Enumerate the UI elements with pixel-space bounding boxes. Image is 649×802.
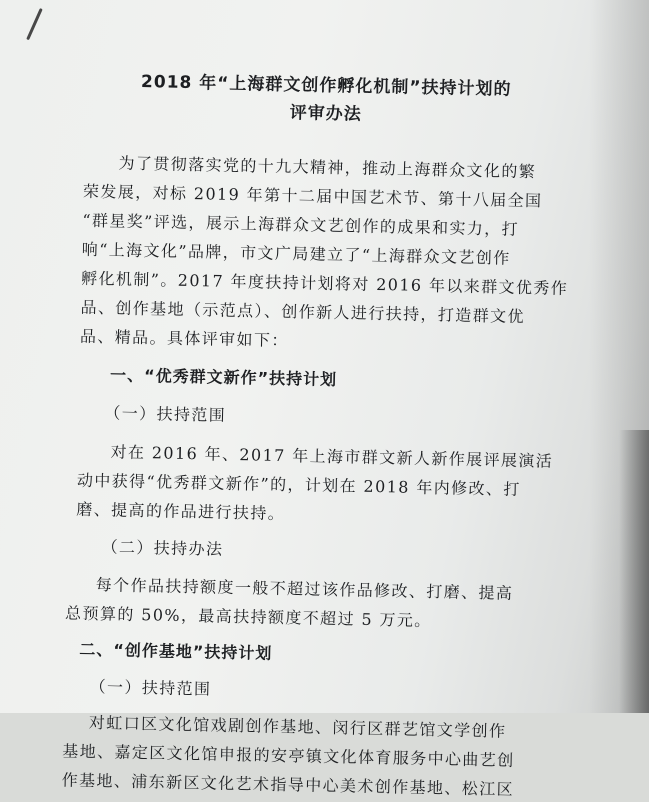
section-2-sub-1-line: 对虹口区文化馆戏剧创作基地、闵行区群艺馆文学创作: [88, 713, 507, 741]
intro-line: 品、创作基地（示范点）、创作新人进行扶持，打造群文优: [80, 297, 526, 327]
section-1-sub-2-line: 总预算的 50%，最高扶持额度不超过 5 万元。: [64, 603, 432, 631]
document-title-line-2: 评审办法: [289, 103, 362, 125]
section-1-sub-1-heading: （一）扶持范围: [104, 403, 227, 425]
document-title-line-1: 2018 年“上海群文创作孵化机制”扶持计划的: [140, 71, 512, 100]
section-2-sub-1-line: 基地、嘉定区文化馆申报的安亭镇文化体育服务中心曲艺创: [62, 741, 515, 770]
intro-line: 荣发展，对标 2019 年第十二届中国艺术节、第十八届全国: [82, 181, 543, 211]
intro-line: “群星奖”评选，展示上海群众文艺创作的成果和实力，打: [82, 210, 520, 239]
section-1-sub-2-line: 每个作品扶持额度一般不超过该作品修改、打磨、提高: [95, 575, 514, 603]
intro-line: 响“上海文化”品牌，市文广局建立了“上海群众文艺创作: [81, 239, 511, 268]
intro-line: 为了贯彻落实党的十九大精神，推动上海群众文化的繁: [118, 153, 537, 182]
section-2-sub-1-line: 作基地、浦东新区文化艺术指导中心美术创作基地、松江区: [61, 770, 515, 799]
section-1-heading: 一、“优秀群文新作”扶持计划: [109, 365, 338, 390]
section-1-sub-2-heading: （二）扶持办法: [101, 537, 224, 559]
section-1-sub-1-line: 磨、提高的作品进行扶持。: [76, 499, 286, 524]
section-1-sub-1-line: 动中获得“优秀群文新作”的，计划在 2018 年内修改、打: [76, 470, 521, 500]
section-2-sub-1-heading: （一）扶持范围: [89, 677, 212, 699]
section-1-sub-1-line: 对在 2016 年、2017 年上海市群文新人新作展评展演活: [110, 442, 554, 471]
intro-line: 品、精品。具体评审如下：: [79, 326, 289, 351]
section-2-heading: 二、“创作基地”扶持计划: [79, 639, 273, 663]
intro-line: 孵化机制”。2017 年度扶持计划将对 2016 年以来群文优秀作: [80, 268, 569, 298]
